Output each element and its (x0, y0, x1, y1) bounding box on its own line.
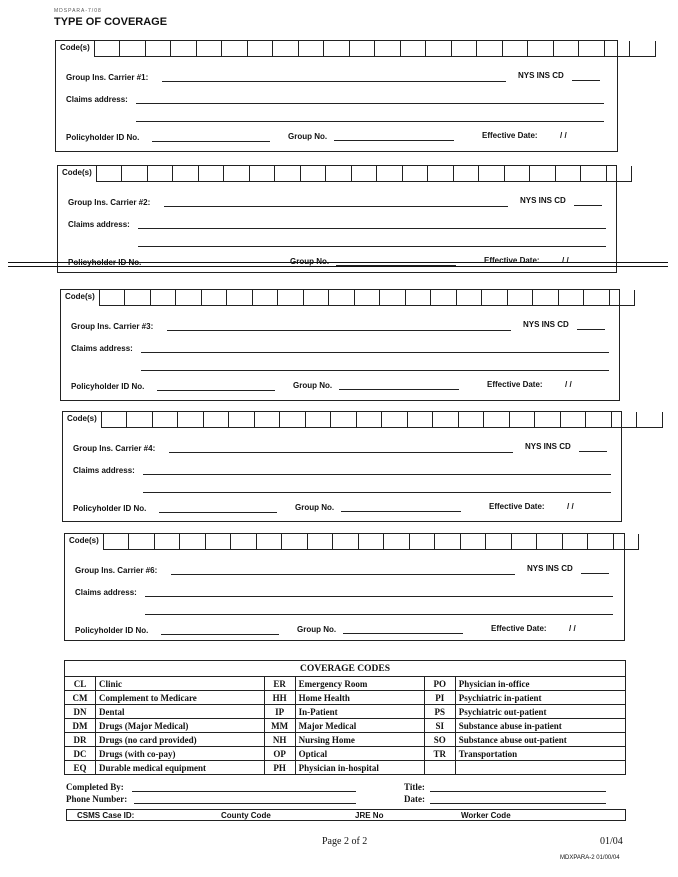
carrier-label: Group Ins. Carrier #3: (71, 322, 154, 331)
jre-no-label: JRE No (355, 811, 384, 820)
coverage-description: Psychiatric in-patient (455, 691, 625, 705)
code-box[interactable] (301, 166, 327, 182)
coverage-code: PI (424, 691, 455, 705)
coverage-code: SI (424, 719, 455, 733)
code-box[interactable] (401, 41, 427, 57)
code-box[interactable] (171, 41, 197, 57)
code-box[interactable] (610, 290, 636, 306)
code-box[interactable] (253, 290, 279, 306)
code-box[interactable] (377, 166, 403, 182)
claims-address-field[interactable] (145, 596, 613, 597)
code-box[interactable] (125, 290, 151, 306)
coverage-description: Dental (96, 705, 265, 719)
title-field[interactable] (430, 791, 606, 792)
effective-date-field[interactable]: / / (560, 131, 567, 140)
claims-address-field-2[interactable] (136, 121, 604, 122)
effective-date-label: Effective Date: (489, 502, 545, 511)
code-box[interactable] (278, 290, 304, 306)
coverage-description: Major Medical (295, 719, 424, 733)
code-box[interactable] (355, 290, 381, 306)
coverage-code: EQ (65, 761, 96, 775)
code-box[interactable] (176, 290, 202, 306)
code-box[interactable] (612, 412, 638, 428)
group-no-label: Group No. (295, 503, 335, 512)
nys-ins-cd-label: NYS INS CD (520, 196, 566, 205)
coverage-code: PS (424, 705, 455, 719)
carrier-field[interactable] (162, 81, 506, 82)
coverage-code-row (65, 705, 626, 719)
code-box[interactable] (512, 534, 538, 550)
code-box[interactable] (329, 290, 355, 306)
code-box[interactable] (433, 412, 459, 428)
group-no-field[interactable] (334, 140, 454, 141)
claims-address-label: Claims address: (73, 466, 135, 475)
code-box[interactable] (482, 290, 508, 306)
coverage-code: NH (264, 733, 295, 747)
code-box[interactable] (426, 41, 452, 57)
code-box[interactable] (384, 534, 410, 550)
code-box[interactable] (255, 412, 281, 428)
code-box[interactable] (588, 534, 614, 550)
code-box[interactable] (326, 166, 352, 182)
policyholder-id-field[interactable] (152, 141, 270, 142)
code-box[interactable] (102, 412, 128, 428)
code-box[interactable] (406, 290, 432, 306)
coverage-block-5 (64, 533, 625, 641)
code-box[interactable] (508, 290, 534, 306)
code-box[interactable] (199, 166, 225, 182)
codes-label: Code(s) (58, 166, 97, 182)
csms-case-id-label: CSMS Case ID: (77, 811, 135, 820)
coverage-description: Transportation (455, 747, 625, 761)
code-box[interactable] (273, 41, 299, 57)
coverage-description (455, 761, 625, 775)
carrier-field[interactable] (171, 574, 515, 575)
coverage-block-4 (62, 411, 622, 522)
title-label: Title: (404, 782, 425, 792)
code-box[interactable] (477, 41, 503, 57)
codes-label: Code(s) (63, 412, 102, 428)
code-box[interactable] (173, 166, 199, 182)
code-box[interactable] (559, 290, 585, 306)
coverage-code: SO (424, 733, 455, 747)
code-box[interactable] (250, 166, 276, 182)
codes-row (61, 290, 635, 306)
code-box[interactable] (479, 166, 505, 182)
code-box[interactable] (535, 412, 561, 428)
group-no-field[interactable] (339, 389, 459, 390)
codes-row (58, 166, 632, 182)
code-box[interactable] (528, 41, 554, 57)
codes-label: Code(s) (56, 41, 95, 57)
codes-label: Code(s) (61, 290, 100, 306)
policyholder-id-field[interactable] (159, 512, 277, 513)
group-no-field[interactable] (343, 633, 463, 634)
claims-address-label: Claims address: (71, 344, 133, 353)
code-box[interactable] (457, 290, 483, 306)
code-box[interactable] (104, 534, 130, 550)
nys-ins-cd-field[interactable] (574, 205, 602, 206)
coverage-code: ER (264, 677, 295, 691)
coverage-description: Physician in-hospital (295, 761, 424, 775)
coverage-description: Clinic (96, 677, 265, 691)
code-box[interactable] (408, 412, 434, 428)
claims-address-field-2[interactable] (143, 492, 611, 493)
coverage-code: HH (264, 691, 295, 705)
coverage-code: TR (424, 747, 455, 761)
coverage-code: IP (264, 705, 295, 719)
coverage-code: DR (65, 733, 96, 747)
page-title: TYPE OF COVERAGE (54, 16, 168, 28)
group-no-field[interactable] (341, 511, 461, 512)
code-box[interactable] (579, 41, 605, 57)
nys-ins-cd-field[interactable] (577, 329, 605, 330)
nys-ins-cd-label: NYS INS CD (527, 564, 573, 573)
code-box[interactable] (350, 41, 376, 57)
group-no-label: Group No. (288, 132, 328, 141)
page-header (54, 8, 167, 28)
coverage-code: DN (65, 705, 96, 719)
coverage-code: MM (264, 719, 295, 733)
code-box[interactable] (180, 534, 206, 550)
code-box[interactable] (484, 412, 510, 428)
policyholder-id-label: Policyholder ID No. (75, 626, 149, 635)
code-box[interactable] (607, 166, 633, 182)
coverage-description: Complement to Medicare (96, 691, 265, 705)
code-box[interactable] (554, 41, 580, 57)
coverage-code-row (65, 747, 626, 761)
code-box[interactable] (206, 534, 232, 550)
code-box[interactable] (224, 166, 250, 182)
code-box[interactable] (227, 290, 253, 306)
coverage-description: Drugs (no card provided) (96, 733, 265, 747)
code-box[interactable] (380, 290, 406, 306)
phone-number-field[interactable] (134, 803, 356, 804)
code-box[interactable] (229, 412, 255, 428)
group-no-label: Group No. (293, 381, 333, 390)
carrier-field[interactable] (164, 206, 508, 207)
coverage-codes-table (64, 660, 626, 775)
codes-row (63, 412, 663, 428)
code-box[interactable] (556, 166, 582, 182)
code-box[interactable] (614, 534, 640, 550)
effective-date-label: Effective Date: (484, 256, 540, 265)
nys-ins-cd-field[interactable] (581, 573, 609, 574)
code-box[interactable] (459, 412, 485, 428)
code-box[interactable] (324, 41, 350, 57)
coverage-description: Durable medical equipment (96, 761, 265, 775)
code-box[interactable] (155, 534, 181, 550)
coverage-description: Optical (295, 747, 424, 761)
coverage-block-1 (55, 40, 618, 152)
code-box[interactable] (257, 534, 283, 550)
code-box[interactable] (563, 534, 589, 550)
code-box[interactable] (530, 166, 556, 182)
code-box[interactable] (461, 534, 487, 550)
effective-date-label: Effective Date: (482, 131, 538, 140)
coverage-code: PH (264, 761, 295, 775)
nys-ins-cd-label: NYS INS CD (518, 71, 564, 80)
coverage-code (424, 761, 455, 775)
coverage-description: Drugs (with co-pay) (96, 747, 265, 761)
code-box[interactable] (308, 534, 334, 550)
fold-line (8, 262, 668, 263)
carrier-label: Group Ins. Carrier #6: (75, 566, 158, 575)
effective-date-field[interactable]: / / (567, 502, 574, 511)
coverage-block-2 (57, 165, 617, 273)
claims-address-label: Claims address: (66, 95, 128, 104)
coverage-description: Home Health (295, 691, 424, 705)
code-box[interactable] (282, 534, 308, 550)
nys-ins-cd-field[interactable] (572, 80, 600, 81)
code-box[interactable] (375, 41, 401, 57)
code-box[interactable] (352, 166, 378, 182)
claims-address-field-2[interactable] (138, 246, 606, 247)
effective-date-field[interactable]: / / (562, 256, 569, 265)
claims-address-field[interactable] (138, 228, 606, 229)
group-no-label: Group No. (297, 625, 337, 634)
code-box[interactable] (431, 290, 457, 306)
carrier-label: Group Ins. Carrier #4: (73, 444, 156, 453)
code-box[interactable] (584, 290, 610, 306)
code-box[interactable] (202, 290, 228, 306)
codes-row (56, 41, 656, 57)
nys-ins-cd-label: NYS INS CD (525, 442, 571, 451)
csms-strip (66, 809, 626, 821)
code-box[interactable] (153, 412, 179, 428)
code-box[interactable] (275, 166, 301, 182)
coverage-description: Emergency Room (295, 677, 424, 691)
code-box[interactable] (248, 41, 274, 57)
policyholder-id-label: Policyholder ID No. (73, 504, 147, 513)
claims-address-label: Claims address: (75, 588, 137, 597)
coverage-code: OP (264, 747, 295, 761)
code-box[interactable] (204, 412, 230, 428)
claims-address-field-2[interactable] (145, 614, 613, 615)
coverage-code: DC (65, 747, 96, 761)
coverage-description: Drugs (Major Medical) (96, 719, 265, 733)
carrier-field[interactable] (167, 330, 511, 331)
code-box[interactable] (410, 534, 436, 550)
code-box[interactable] (306, 412, 332, 428)
code-box[interactable] (333, 534, 359, 550)
claims-address-label: Claims address: (68, 220, 130, 229)
code-box[interactable] (537, 534, 563, 550)
coverage-code-row (65, 677, 626, 691)
carrier-field[interactable] (169, 452, 513, 453)
coverage-description: Substance abuse out-patient (455, 733, 625, 747)
code-box[interactable] (505, 166, 531, 182)
claims-address-field[interactable] (136, 103, 604, 104)
code-box[interactable] (357, 412, 383, 428)
codes-row (65, 534, 639, 550)
coverage-codes-title: COVERAGE CODES (65, 661, 626, 677)
date-label: Date: (404, 794, 425, 804)
code-box[interactable] (486, 534, 512, 550)
code-box[interactable] (299, 41, 325, 57)
code-box[interactable] (510, 412, 536, 428)
code-box[interactable] (100, 290, 126, 306)
code-box[interactable] (231, 534, 257, 550)
date-field[interactable] (430, 803, 606, 804)
fold-line (8, 266, 668, 267)
code-box[interactable] (403, 166, 429, 182)
code-box[interactable] (581, 166, 607, 182)
group-no-label: Group No. (290, 257, 330, 266)
phone-number-label: Phone Number: (66, 794, 128, 804)
code-box[interactable] (304, 290, 330, 306)
code-box[interactable] (331, 412, 357, 428)
code-box[interactable] (630, 41, 656, 57)
completed-by-field[interactable] (132, 791, 356, 792)
coverage-code: CM (65, 691, 96, 705)
completed-by-label: Completed By: (66, 782, 124, 792)
claims-address-field[interactable] (143, 474, 611, 475)
code-box[interactable] (97, 166, 123, 182)
code-box[interactable] (148, 166, 174, 182)
code-box[interactable] (454, 166, 480, 182)
policyholder-id-label: Policyholder ID No. (71, 382, 145, 391)
policyholder-id-field[interactable] (161, 634, 279, 635)
code-box[interactable] (127, 412, 153, 428)
code-box[interactable] (222, 41, 248, 57)
code-box[interactable] (637, 412, 663, 428)
coverage-code: CL (65, 677, 96, 691)
form-id: MDXPARA-2 01/00/04 (560, 855, 620, 861)
code-box[interactable] (428, 166, 454, 182)
code-box[interactable] (95, 41, 121, 57)
code-box[interactable] (146, 41, 172, 57)
nys-ins-cd-label: NYS INS CD (523, 320, 569, 329)
coverage-code-row (65, 733, 626, 747)
code-box[interactable] (129, 534, 155, 550)
policyholder-id-label: Policyholder ID No. (66, 133, 140, 142)
coverage-description: Physician in-office (455, 677, 625, 691)
coverage-description: Nursing Home (295, 733, 424, 747)
form-code-tiny: MDSPARA-7/08 (54, 8, 102, 14)
carrier-label: Group Ins. Carrier #1: (66, 73, 149, 82)
page-number: Page 2 of 2 (322, 836, 368, 847)
code-box[interactable] (533, 290, 559, 306)
effective-date-field[interactable]: / / (565, 380, 572, 389)
code-box[interactable] (561, 412, 587, 428)
coverage-block-3 (60, 289, 620, 401)
coverage-description: In-Patient (295, 705, 424, 719)
coverage-code: PO (424, 677, 455, 691)
code-box[interactable] (197, 41, 223, 57)
effective-date-label: Effective Date: (487, 380, 543, 389)
county-code-label: County Code (221, 811, 271, 820)
coverage-code-row (65, 761, 626, 775)
worker-code-label: Worker Code (461, 811, 511, 820)
policyholder-id-label: Policyholder ID No. (68, 258, 142, 267)
coverage-description: Psychiatric out-patient (455, 705, 625, 719)
footer-date: 01/04 (600, 836, 623, 847)
coverage-code-row (65, 719, 626, 733)
code-box[interactable] (359, 534, 385, 550)
claims-address-field[interactable] (141, 352, 609, 353)
code-box[interactable] (178, 412, 204, 428)
nys-ins-cd-field[interactable] (579, 451, 607, 452)
code-box[interactable] (586, 412, 612, 428)
code-box[interactable] (382, 412, 408, 428)
code-box[interactable] (435, 534, 461, 550)
code-box[interactable] (280, 412, 306, 428)
coverage-code-row (65, 691, 626, 705)
code-box[interactable] (122, 166, 148, 182)
code-box[interactable] (151, 290, 177, 306)
code-box[interactable] (503, 41, 529, 57)
claims-address-field-2[interactable] (141, 370, 609, 371)
codes-label: Code(s) (65, 534, 104, 550)
policyholder-id-field[interactable] (157, 390, 275, 391)
code-box[interactable] (452, 41, 478, 57)
effective-date-field[interactable]: / / (569, 624, 576, 633)
effective-date-label: Effective Date: (491, 624, 547, 633)
carrier-label: Group Ins. Carrier #2: (68, 198, 151, 207)
coverage-description: Substance abuse in-patient (455, 719, 625, 733)
code-box[interactable] (605, 41, 631, 57)
code-box[interactable] (120, 41, 146, 57)
coverage-code: DM (65, 719, 96, 733)
